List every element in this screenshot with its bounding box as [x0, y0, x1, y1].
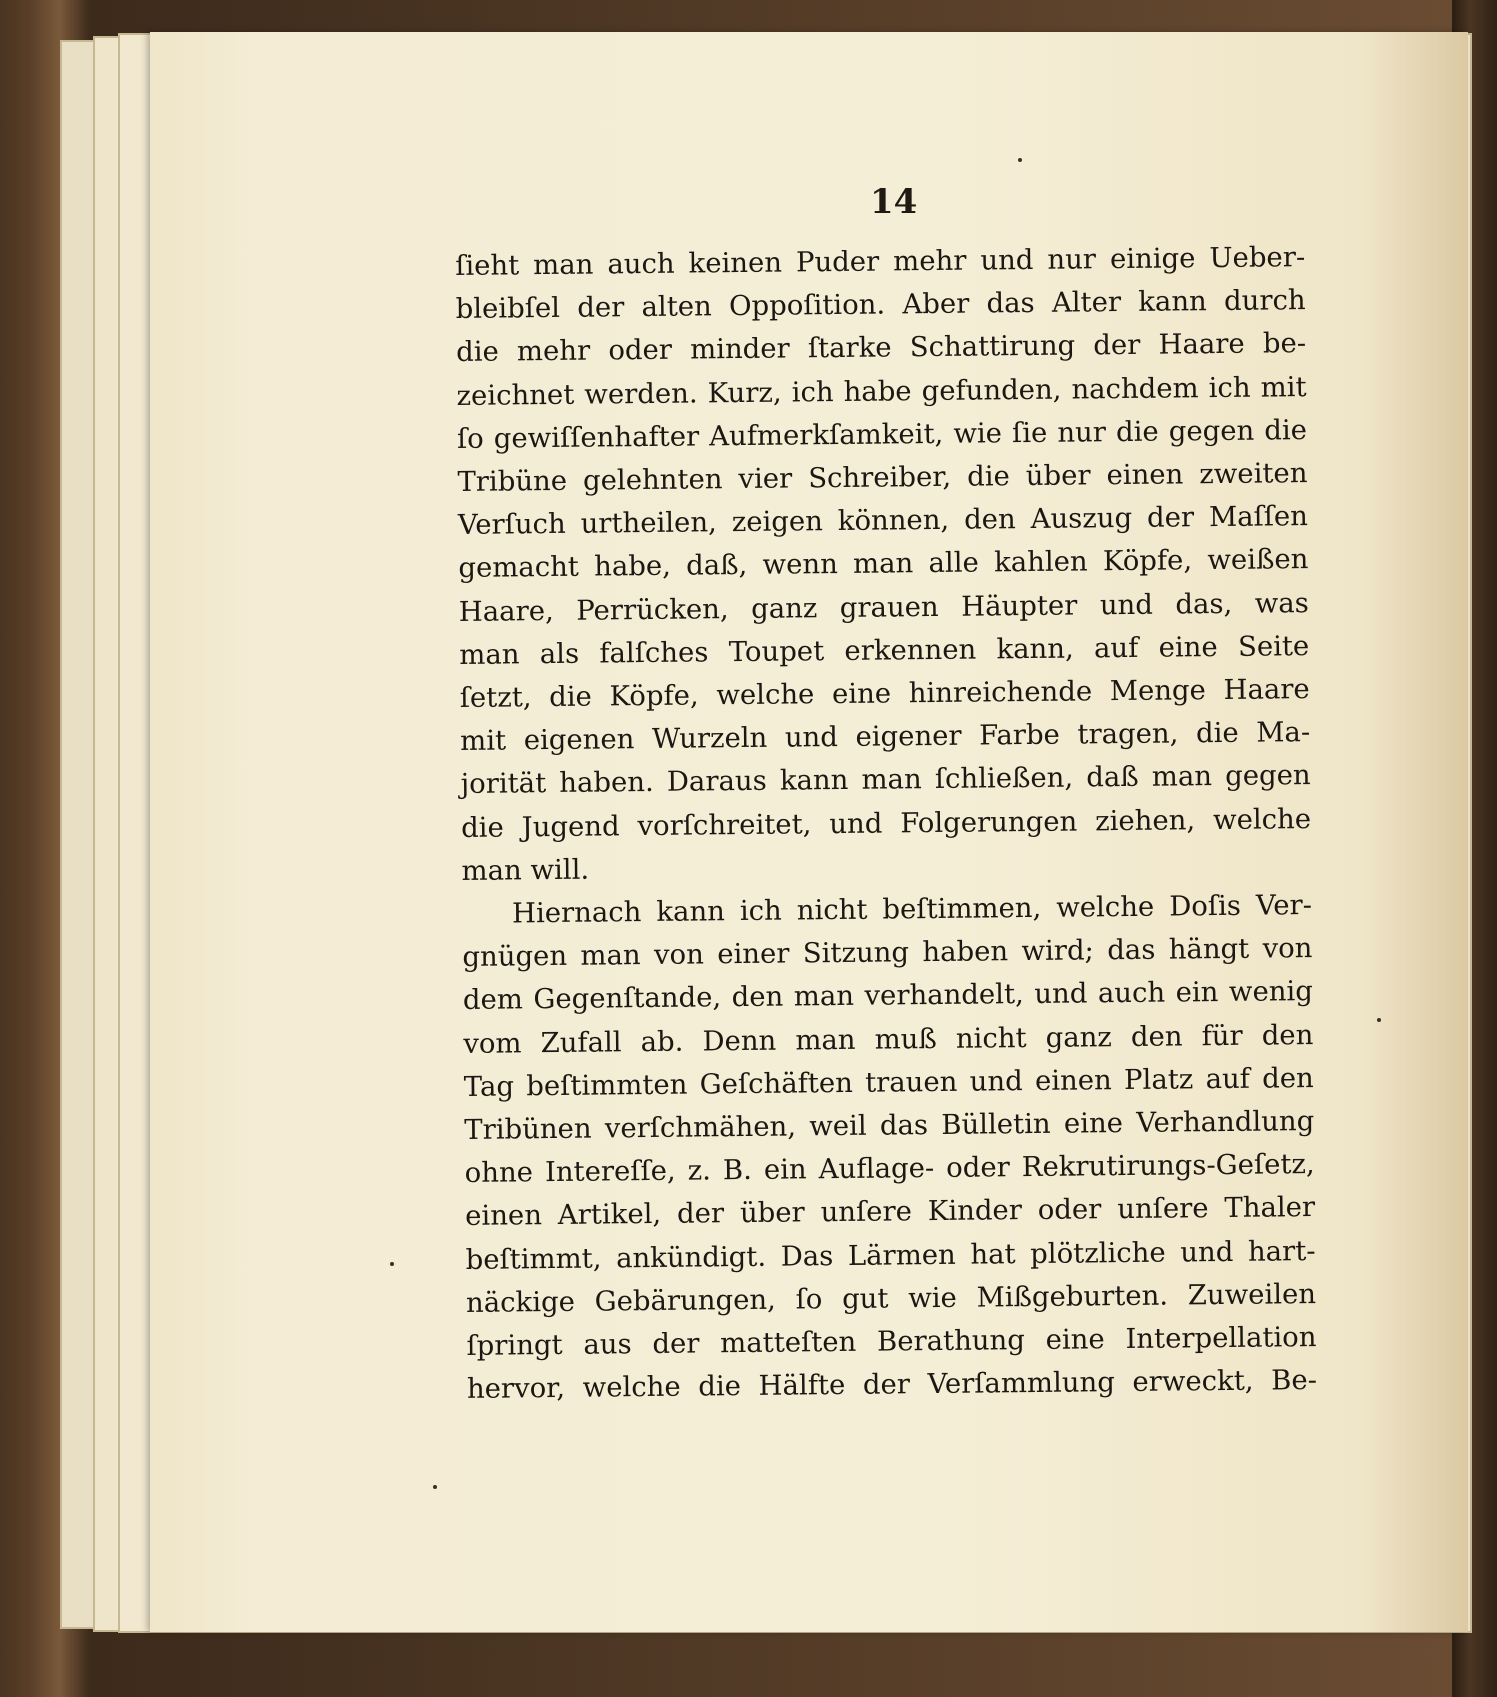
- text-line: man als falſches Toupet erkennen kann, auf eine Seite: [459, 629, 1310, 671]
- paper-speck: [433, 1485, 437, 1489]
- text-line: einen Artikel, der über unſere Kinder oder unſere Thaler: [465, 1191, 1316, 1233]
- text-line: bleibſel der alten Oppoſition. Aber das Alter kann durch: [455, 284, 1306, 326]
- text-line: hervor, welche die Hälfte der Verſammlung erweckt, Be-: [466, 1364, 1318, 1406]
- text-line: dem Gegenſtande, den man verhandelt, und auch ein wenig: [462, 975, 1314, 1017]
- text-line: man will.: [461, 853, 590, 887]
- text-line: näckige Gebärungen, ſo gut wie Mißgeburten. Zuweilen: [465, 1277, 1317, 1319]
- text-line: ſetzt, die Köpfe, welche eine hinreichende Menge Haare: [459, 673, 1310, 715]
- text-line: ohne Intereſſe, z. B. ein Auflage- oder Rekrutirungs-Geſetz,: [464, 1148, 1315, 1190]
- paper-speck: [1018, 158, 1022, 162]
- text-line: die Jugend vorſchreitet, und Folgerungen ziehen, welche: [460, 802, 1312, 844]
- text-line: Tribüne gelehnten vier Schreiber, die über einen zweiten: [457, 457, 1308, 499]
- text-line: die mehr oder minder ſtarke Schattirung der Haare be-: [455, 327, 1307, 369]
- text-line: Tribünen verſchmähen, weil das Bülletin eine Verhandlung: [464, 1105, 1315, 1147]
- text-line: Haare, Perrücken, ganz grauen Häupter und das, was: [458, 586, 1309, 628]
- text-line: gnügen man von einer Sitzung haben wird; das hängt von: [462, 932, 1313, 974]
- paper-speck: [1377, 1018, 1381, 1022]
- paper-speck: [390, 1262, 394, 1266]
- page-number: 14: [870, 182, 918, 222]
- body-text: [455, 236, 1317, 1411]
- text-line: gemacht habe, daß, wenn man alle kahlen Köpfe, weißen: [458, 543, 1309, 585]
- text-line: ſpringt aus der matteſten Berathung eine Interpellation: [466, 1321, 1317, 1363]
- text-line: mit eigenen Wurzeln und eigener Farbe tragen, die Ma-: [460, 716, 1311, 758]
- text-line: beſtimmt, ankündigt. Das Lärmen hat plötzliche und hart-: [465, 1234, 1316, 1276]
- text-line: ſieht man auch keinen Puder mehr und nur einige Ueber-: [455, 241, 1306, 282]
- text-line: Verſuch urtheilen, zeigen können, den Auszug der Maſſen: [457, 500, 1309, 542]
- text-line: Hiernach kann ich nicht beſtimmen, welche Doſis Ver-: [511, 889, 1313, 930]
- text-line: Tag beſtimmten Geſchäften trauen und einen Platz auf den: [463, 1061, 1314, 1103]
- text-line: vom Zufall ab. Denn man muß nicht ganz den für den: [463, 1018, 1314, 1060]
- text-line: ſo gewiſſenhafter Aufmerkſamkeit, wie ſie nur die gegen die: [456, 413, 1308, 455]
- text-line: zeichnet werden. Kurz, ich habe gefunden, nachdem ich mit: [456, 370, 1307, 412]
- text-line: jorität haben. Daraus kann man ſchließen, daß man gegen: [460, 759, 1311, 801]
